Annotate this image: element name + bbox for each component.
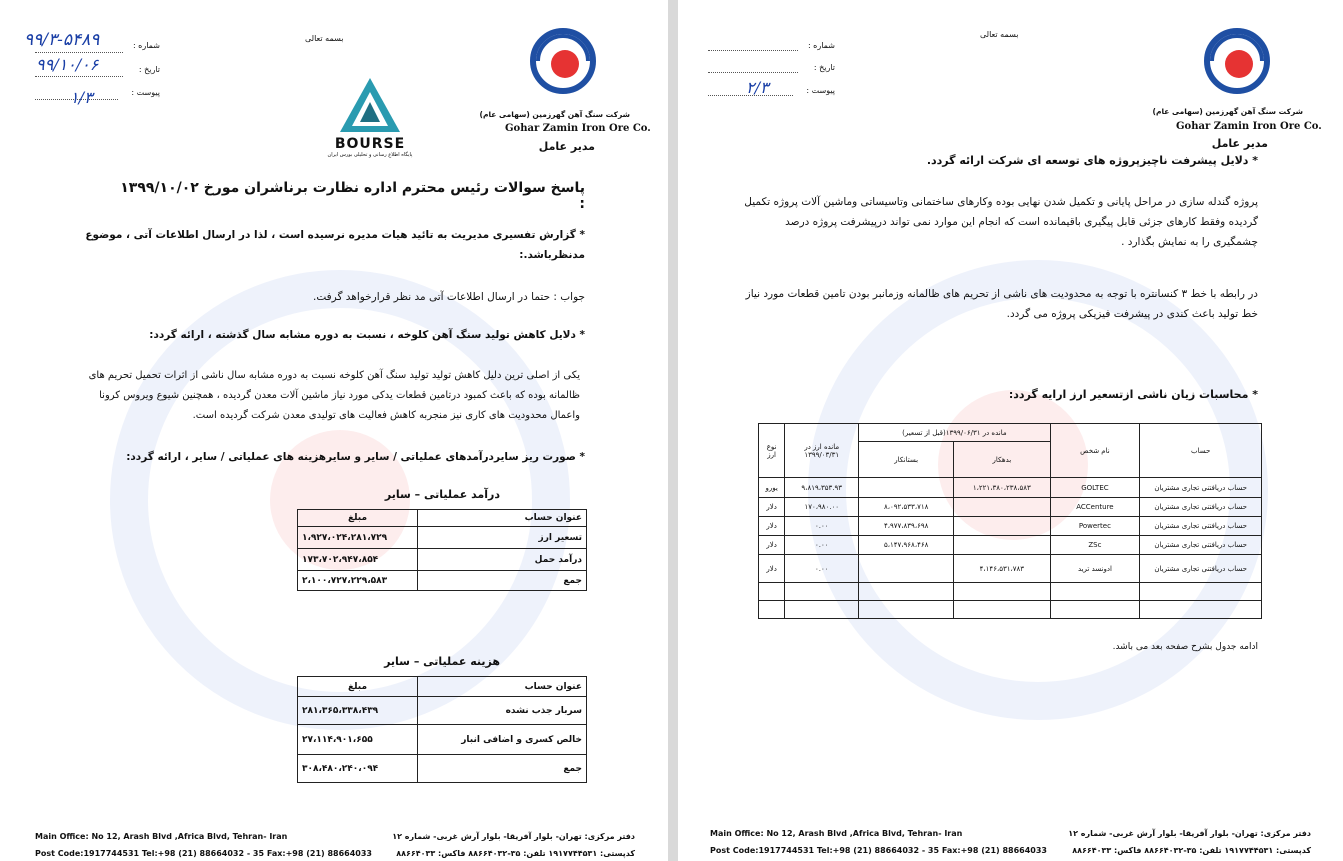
currency-table-group-row [759, 424, 1262, 442]
income-table [297, 509, 587, 591]
expense-row-label: سربار جذب نشده [418, 697, 587, 725]
currency-cell-person: GOLTEC [1050, 478, 1140, 498]
currency-cell-person: ACCenture [1050, 498, 1140, 517]
company-logo-icon [1204, 28, 1270, 94]
currency-cell-fx: ۰.۰۰ [785, 517, 859, 536]
table-row [298, 725, 587, 755]
question-2: * دلایل کاهش تولید سنگ آهن کلوخه ، نسبت به دوره مشابه سال گذشته ، ارائه گردد: [149, 329, 585, 341]
currency-cell-person: ZSc [1050, 536, 1140, 555]
currency-cell-person: Powertec [1050, 517, 1140, 536]
currency-header-person: نام شخص [1050, 424, 1140, 478]
currency-cell-debit [954, 536, 1050, 555]
income-header-account: عنوان حساب [418, 510, 587, 527]
letter-page-2 [678, 0, 1343, 861]
currency-cell-credit: ۵،۱۴۷،۹۶۸،۴۶۸ [859, 536, 954, 555]
currency-cell-fx: ۰.۰۰ [785, 536, 859, 555]
table-row [298, 527, 587, 549]
expense-total-amount: ۳۰۸،۴۸۰،۲۴۰،۰۹۴ [298, 755, 418, 783]
table-continue-note: ادامه جدول بشرح صفحه بعد می باشد. [1112, 642, 1258, 652]
letter-page-1 [0, 0, 668, 861]
currency-cell-type: دلار [759, 498, 785, 517]
currency-cell-credit [859, 478, 954, 498]
expense-header-account: عنوان حساب [418, 677, 587, 697]
currency-cell-account: حساب دریافتنی تجاری مشتریان [1140, 478, 1262, 498]
footer-contact-en: Post Code:1917744531 Tel:+98 (21) 88664032 - 35 Fax:+98 (21) 88664033 [35, 849, 372, 858]
income-total-label: جمع [418, 571, 587, 591]
meta-number-line [35, 52, 123, 53]
currency-cell-type: دلار [759, 536, 785, 555]
currency-cell-account: حساب دریافتنی تجاری مشتریان [1140, 555, 1262, 583]
income-header-amount: مبلغ [298, 510, 418, 527]
expense-table-caption: هزینه عملیاتی – سایر [384, 655, 500, 668]
currency-cell-credit: ۸،۰۹۲،۵۳۳،۷۱۸ [859, 498, 954, 517]
expense-row-label: خالص کسری و اضافی انبار [418, 725, 587, 755]
expense-total-label: جمع [418, 755, 587, 783]
bourse-triangle-icon [320, 74, 420, 134]
currency-header-account: حساب [1140, 424, 1262, 478]
income-row-amount: ۱۷۳،۷۰۲،۹۴۷،۸۵۴ [298, 549, 418, 571]
answer-4-line-3: در رابطه با خط ۳ کنسانتره با توجه به محدودیت های ناشی از تحریم های ظالمانه وزمانبر بودن تامین قطعات مورد نیاز خط تولید باعث کندی در پیشرفت فیزیکی پروژه می گردد. [745, 288, 1258, 320]
letter-title: پاسخ سوالات رئیس محترم اداره نظارت برناشران مورخ ۱۳۹۹/۱۰/۰۲ : [120, 180, 585, 212]
income-row-label: تسعیر ارز [418, 527, 587, 549]
currency-cell-account: حساب دریافتنی تجاری مشتریان [1140, 517, 1262, 536]
table-row [759, 517, 1262, 536]
table-row [298, 549, 587, 571]
currency-cell-debit: ۱،۲۲۱،۳۸۰،۲۳۸،۵۸۳ [954, 478, 1050, 498]
meta-attachment-label: پیوست : [806, 86, 835, 95]
expense-table-header [298, 677, 587, 697]
footer-contact-en: Post Code:1917744531 Tel:+98 (21) 88664032 - 35 Fax:+98 (21) 88664033 [710, 846, 1047, 855]
currency-cell-account: حساب دریافتنی تجاری مشتریان [1140, 498, 1262, 517]
handwritten-attachment: ۲/۳ [746, 78, 769, 97]
answer-4: پروژه گندله سازی در مراحل پایانی و تکمیل شدن نهایی بوده وکارهای ساختمانی وتاسیساتی وماشین آلات پروژه تکمیل گردیده وفقط کارهای جزئی قابل پیگیری باقیمانده است که انجام این موارد نمی تواند درپیشرفت پروژه درصد چشمگیری را به نمایش بگذارد . [744, 196, 1258, 248]
meta-number-line [708, 50, 798, 51]
currency-cell-fx: ۱۷۰،۹۸۰.۰۰ [785, 498, 859, 517]
table-row [298, 755, 587, 783]
currency-cell-fx: ۰.۰۰ [785, 555, 859, 583]
currency-cell-type: دلار [759, 517, 785, 536]
currency-group-header: مانده در ۱۳۹۹/۰۶/۳۱(قبل از تسعیر) [859, 424, 1050, 442]
currency-cell-account: حساب دریافتنی تجاری مشتریان [1140, 536, 1262, 555]
currency-table [758, 423, 1262, 619]
answer-2: یکی از اصلی ترین دلیل کاهش تولید تولید سنگ آهن کلوخه نسبت به دوره مشابه سال ناشی از اثرات تحمیل تحریم های ظالمانه بوده که باعث کمبود درتامین قطعات یدکی مورد نیاز ماشین آلات معدن گردیده ، همچنین شیوع ویروس کرونا واعمال محدودیت های کاری نیز منجربه کاهش فعالیت های تولیدی معدن شرکت گردیده است. [88, 370, 580, 421]
basmala: بسمه تعالی [980, 30, 1019, 39]
footer-address-fa: دفتر مرکزی: تهران- بلوار آفریقا- بلوار آرش غربی- شماره ۱۲ [1068, 829, 1311, 838]
office-title: مدیر عامل [1211, 137, 1268, 150]
table-row [298, 697, 587, 725]
question-3: * صورت ریز سایردرآمدهای عملیاتی / سایر و سایرهزینه های عملیاتی / سایر ، ارائه گردد: [126, 451, 585, 463]
expense-table [297, 676, 587, 783]
table-row [759, 601, 1262, 619]
basmala: بسمه تعالی [305, 34, 344, 43]
handwritten-date: ۹۹/۱۰/۰۶ [36, 55, 99, 74]
company-name-en: Gohar Zamin Iron Ore Co. [505, 123, 651, 134]
currency-header-credit: بستانکار [859, 442, 954, 478]
table-row [759, 536, 1262, 555]
answer-1: جواب : حتما در ارسال اطلاعات آتی مد نظر قرارخواهد گرفت. [312, 291, 585, 303]
meta-number-label: شماره : [807, 41, 835, 50]
meta-attachment-label: پیوست : [131, 88, 160, 97]
currency-header-debit: بدهکار [954, 442, 1050, 478]
expense-header-amount: مبلغ [298, 677, 418, 697]
company-name-fa: شرکت سنگ آهن گهرزمین (سهامی عام) [1152, 107, 1303, 116]
company-name-en: Gohar Zamin Iron Ore Co. [1176, 121, 1322, 132]
office-title: مدیر عامل [538, 140, 595, 153]
currency-cell-debit [954, 498, 1050, 517]
currency-cell-type: دلار [759, 555, 785, 583]
handwritten-number: ۹۹/۳-۵۴۸۹ [24, 30, 100, 50]
meta-date-line [708, 72, 798, 73]
bourse-logo-subtitle: پایگاه اطلاع رسانی و تحلیلی بورس ایران [327, 152, 413, 158]
meta-date-line [35, 76, 123, 77]
question-1: * گزارش تفسیری مدیریت به تائید هیات مدیره نرسیده است ، لذا در ارسال اطلاعات آتی ، موضوع مدنظرباشد.: [85, 229, 585, 261]
currency-cell-debit [954, 517, 1050, 536]
footer-address-en: Main Office: No 12, Arash Blvd ,Africa Blvd, Tehran- Iran [710, 829, 963, 838]
currency-cell-type: یورو [759, 478, 785, 498]
currency-header-type: نوع ارز [759, 424, 785, 478]
currency-cell-fx: ۹،۸۱۹،۳۵۳.۹۳ [785, 478, 859, 498]
footer-contact-fa: کدپستی: ۱۹۱۷۷۴۴۵۳۱ تلفن: ۳۵-۸۸۶۶۴۰۳۲ فاکس: ۸۸۶۶۴۰۳۳ [1072, 846, 1311, 855]
table-row [298, 571, 587, 591]
meta-number-label: شماره : [132, 41, 160, 50]
table-row [759, 583, 1262, 601]
income-total-amount: ۲،۱۰۰،۷۲۷،۲۲۹،۵۸۳ [298, 571, 418, 591]
table-row [759, 555, 1262, 583]
income-row-label: درآمد حمل [418, 549, 587, 571]
expense-row-amount: ۲۷،۱۱۴،۹۰۱،۶۵۵ [298, 725, 418, 755]
question-4: * دلایل پیشرفت ناچیزپروژه های توسعه ای شرکت ارائه گردد. [926, 154, 1258, 167]
bourse-logo [320, 74, 420, 170]
company-logo-icon [530, 28, 596, 94]
table-row [759, 498, 1262, 517]
currency-header-fx-balance: مانده ارز در ۱۳۹۹/۰۳/۳۱ [785, 424, 859, 478]
currency-cell-credit [859, 555, 954, 583]
footer-address-en: Main Office: No 12, Arash Blvd ,Africa Blvd, Tehran- Iran [35, 832, 288, 841]
currency-cell-credit: ۴،۹۷۷،۸۳۹،۶۹۸ [859, 517, 954, 536]
table-row [759, 478, 1262, 498]
question-5: * محاسبات زیان ناشی ازتسعیر ارز ارایه گردد: [1008, 388, 1258, 401]
currency-cell-person: ادونسد ترید [1050, 555, 1140, 583]
expense-row-amount: ۲۸۱،۳۶۵،۳۳۸،۴۳۹ [298, 697, 418, 725]
handwritten-attachment: ۱/۳ [70, 88, 93, 107]
meta-date-label: تاریخ : [813, 63, 835, 72]
bourse-logo-text: BOURSE [334, 136, 406, 152]
income-row-amount: ۱،۹۲۷،۰۲۴،۲۸۱،۷۲۹ [298, 527, 418, 549]
income-table-caption: درآمد عملیاتی – سایر [384, 488, 500, 501]
footer-contact-fa: کدپستی: ۱۹۱۷۷۴۴۵۳۱ تلفن: ۳۵-۸۸۶۶۴۰۳۲ فاکس: ۸۸۶۶۴۰۳۳ [396, 849, 635, 858]
company-name-fa: شرکت سنگ آهن گهرزمین (سهامی عام) [479, 110, 630, 119]
meta-date-label: تاریخ : [138, 65, 160, 74]
currency-cell-debit: ۴،۱۴۶،۵۳۱،۷۸۳ [954, 555, 1050, 583]
footer-address-fa: دفتر مرکزی: تهران- بلوار آفریقا- بلوار آرش غربی- شماره ۱۲ [392, 832, 635, 841]
income-table-header [298, 510, 587, 527]
